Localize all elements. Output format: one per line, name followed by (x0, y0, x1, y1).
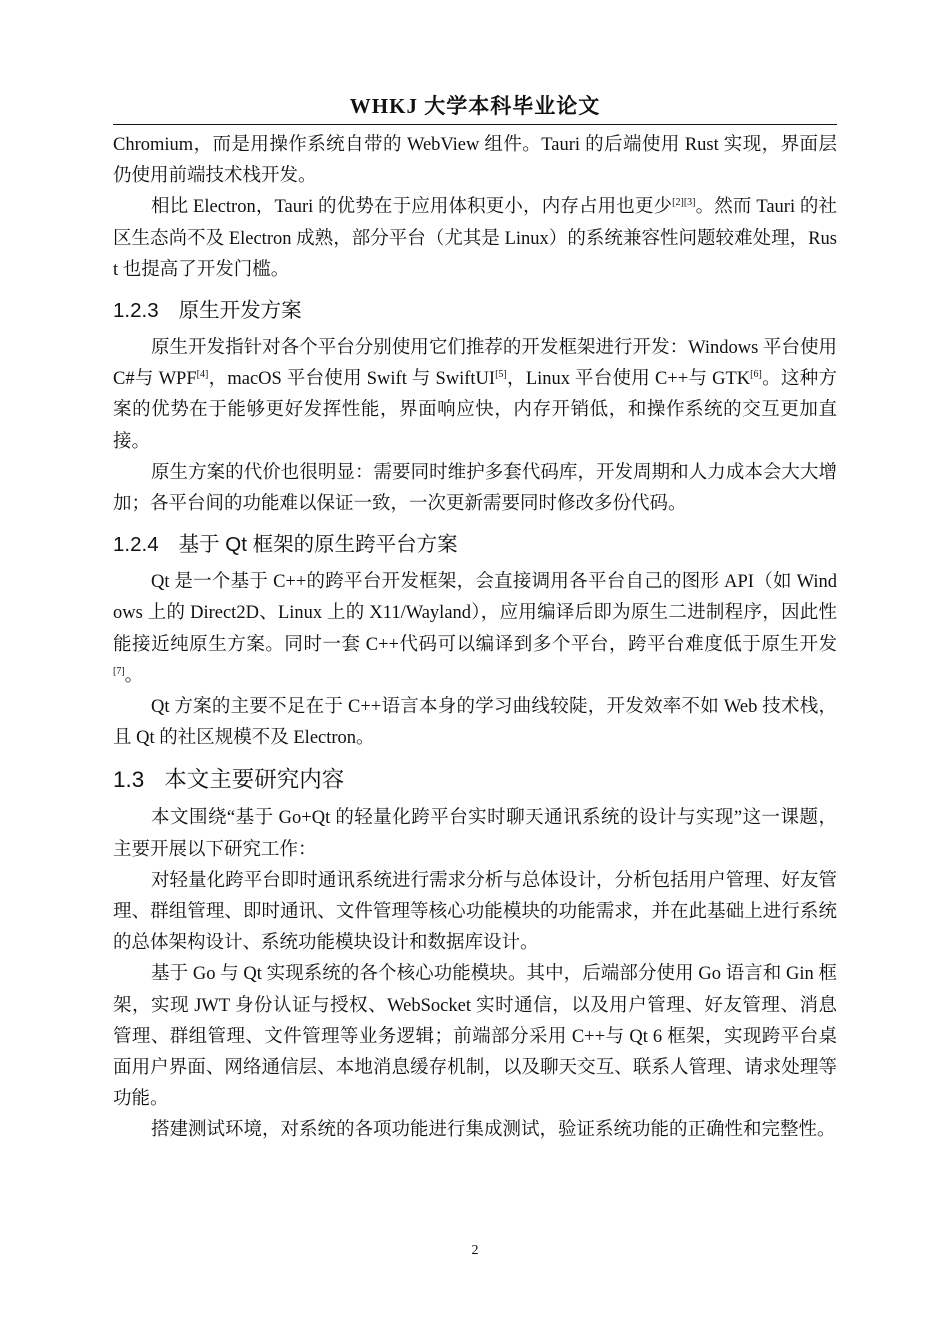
paragraph-text: 。然而 Tauri 的社区生态尚不及 Electron 成熟，部分平台（尤其是 Linux）的系统兼容性问题较难处理，Rust 也提高了开发门槛。 (113, 197, 837, 280)
paragraph-text: ，Linux 平台使用 C++与 GTK (506, 369, 751, 390)
paragraph-text: ，macOS 平台使用 Swift 与 SwiftUI (208, 369, 496, 390)
paragraph-research-item-3: 搭建测试环境，对系统的各项功能进行集成测试，验证系统功能的正确性和完整性。 (151, 1120, 836, 1141)
paragraph-text: 相比 Electron，Tauri 的优势在于应用体积更小，内存占用也更少 (151, 197, 673, 218)
header-divider (113, 124, 837, 125)
paragraph-research-item-2: 基于 Go 与 Qt 实现系统的各个核心功能模块。其中，后端部分使用 Go 语言和 Gin 框架，实现 JWT 身份认证与授权、WebSocket 实时通信，以及用户管理、好友管理、消息管理、群组管理、文件管理等业务逻辑；前端部分采用 C++与 Qt 6 框架，实现跨平台桌面用户界面、网络通信层、本地消息缓存机制，以及聊天交互、联系人管理、请求处理等功能。 (113, 964, 837, 1110)
paragraph-research-intro: 本文围绕“基于 Go+Qt 的轻量化跨平台实时聊天通讯系统的设计与实现”这一课题，主要开展以下研究工作： (113, 808, 837, 860)
paragraph-text: Qt 是一个基于 C++的跨平台开发框架，会直接调用各平台自己的图形 API（如 Windows 上的 Direct2D、Linux 上的 X11/Wayland），应用编译后即为原生二进制程序，因此性能接近纯原生方案。同时一套 C++代码可以编译到多个平台，跨平台难度低于原生开发 (113, 572, 837, 655)
paragraph-qt-drawbacks: Qt 方案的主要不足在于 C++语言本身的学习曲线较陡，开发效率不如 Web 技术栈，且 Qt 的社区规模不及 Electron。 (113, 697, 837, 749)
paragraph-tauri-advantages (113, 192, 837, 286)
citation-ref: [5] (495, 369, 507, 381)
section-title: 本文主要研究内容 (164, 767, 345, 793)
paragraph-text: 。这种方案的优势在于能够更好发挥性能，界面响应快，内存开销低，和操作系统的交互更加直接。 (113, 369, 837, 452)
page-number: 2 (471, 1243, 479, 1258)
section-number: 1.2.4 (113, 533, 159, 557)
page-body (113, 130, 837, 1147)
section-heading-1-3 (113, 764, 837, 796)
citation-ref: [2][3] (672, 197, 696, 209)
citation-ref: [6] (750, 369, 762, 381)
paragraph-qt-intro (113, 567, 837, 692)
paragraph-tauri-intro: Chromium，而是用操作系统自带的 WebView 组件。Tauri 的后端使用 Rust 实现，界面层仍使用前端技术栈开发。 (113, 135, 837, 187)
paragraph-native-cost: 原生方案的代价也很明显：需要同时维护多套代码库，开发周期和人力成本会大大增加；各平台间的功能难以保证一致，一次更新需要同时修改多份代码。 (113, 462, 837, 515)
running-header: WHKJ 大学本科毕业论文 (349, 94, 601, 118)
section-heading-1-2-4 (113, 530, 837, 560)
section-title: 基于 Qt 框架的原生跨平台方案 (178, 533, 458, 557)
paragraph-text: 。 (124, 665, 144, 686)
section-heading-1-2-3 (113, 296, 837, 326)
paragraph-text: 原生开发指针对各个平台分别使用它们推荐的开发框架进行开发：Windows 平台使用 C#与 WPF (113, 338, 837, 390)
paragraph-native-intro (113, 333, 837, 458)
section-title: 原生开发方案 (178, 299, 302, 323)
citation-ref: [7] (113, 665, 125, 677)
section-number: 1.2.3 (113, 299, 159, 323)
paragraph-research-item-1: 对轻量化跨平台即时通讯系统进行需求分析与总体设计，分析包括用户管理、好友管理、群组管理、即时通讯、文件管理等核心功能模块的功能需求，并在此基础上进行系统的总体架构设计、系统功能模块设计和数据库设计。 (113, 870, 837, 954)
section-number: 1.3 (113, 767, 145, 793)
citation-ref: [4] (196, 369, 209, 381)
